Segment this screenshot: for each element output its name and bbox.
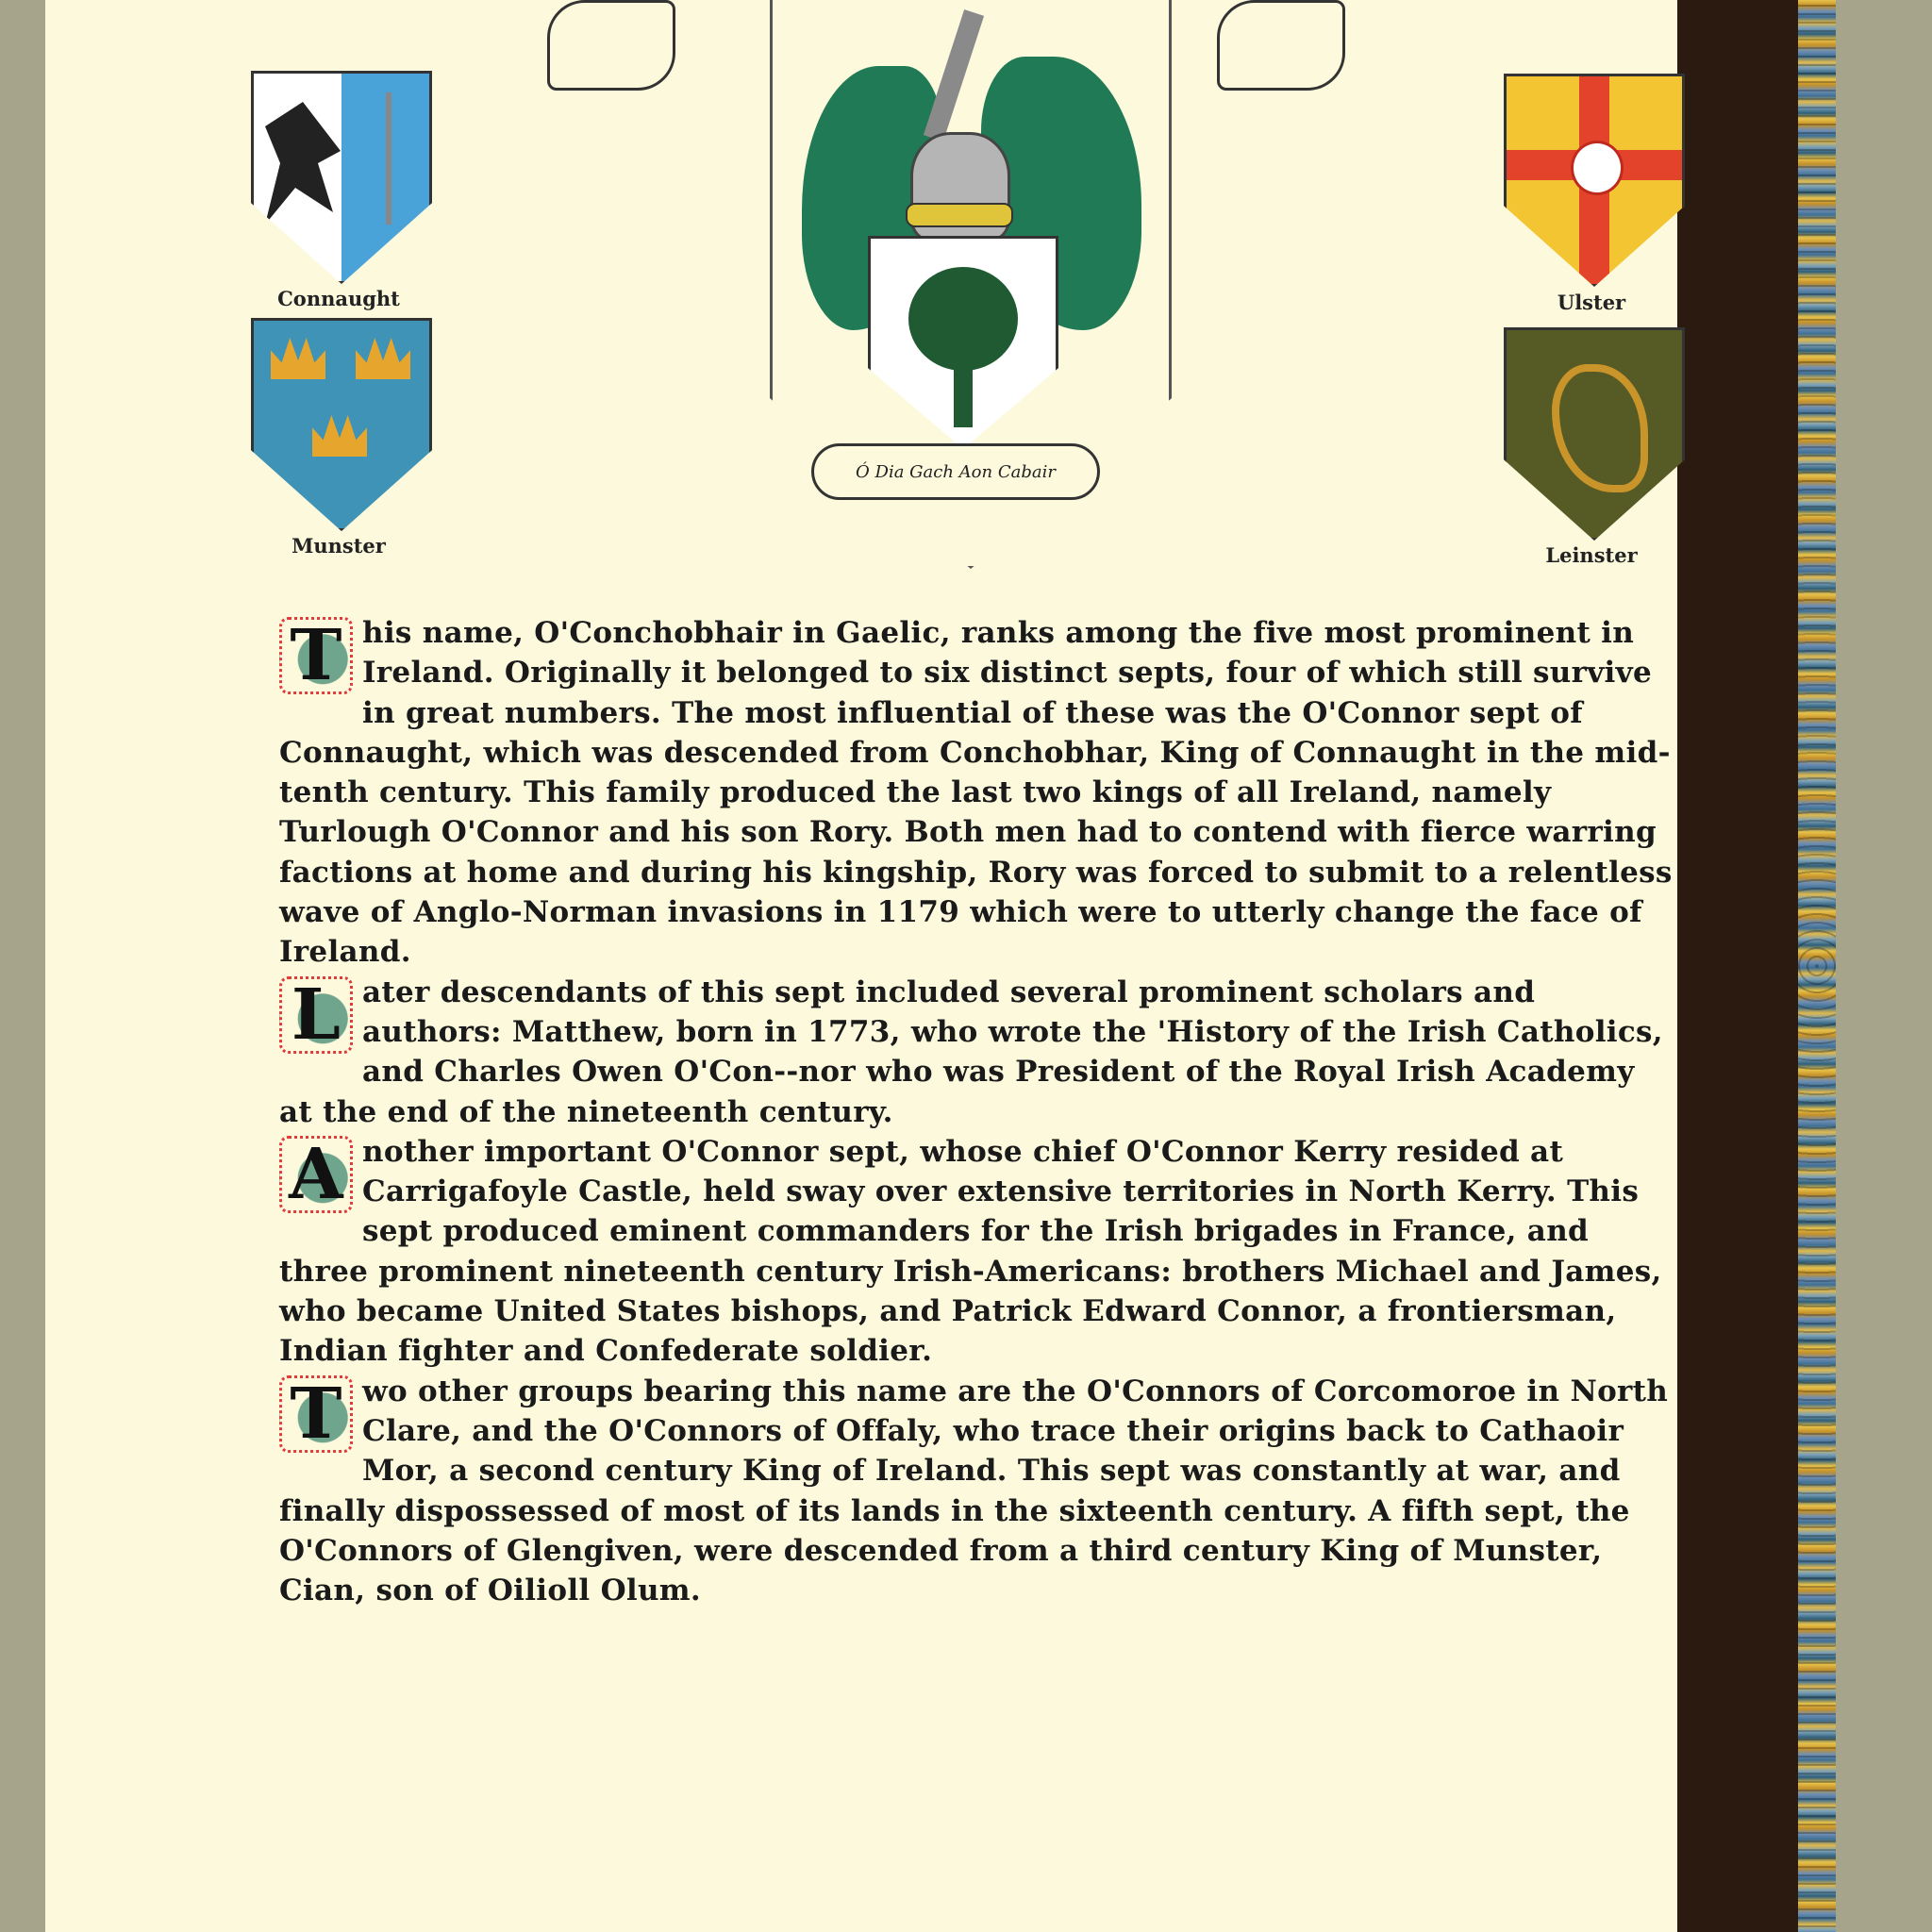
paragraph bbox=[279, 1132, 1675, 1372]
connaught-label: Connaught bbox=[277, 287, 400, 310]
motto-text: Ó Dia Gach Aon Cabair bbox=[856, 461, 1056, 482]
paragraph bbox=[279, 973, 1675, 1132]
harp-icon bbox=[1552, 364, 1648, 492]
crown-icon bbox=[271, 338, 325, 379]
scroll-ornament-left bbox=[547, 0, 675, 91]
paragraph-text: ater descendants of this sept included several prominent scholars and authors: Matthew, born in 1773, who wrote the 'History of the Irish Catholics, and Charles Owen O'Con--nor who was President of the Royal Irish Academy at the end of the nineteenth century. bbox=[279, 974, 1663, 1129]
illuminated-initial: T bbox=[279, 1375, 353, 1453]
ulster-label: Ulster bbox=[1557, 291, 1626, 314]
motto-ribbon bbox=[811, 443, 1100, 500]
tree-trunk bbox=[954, 352, 973, 427]
illuminated-initial: L bbox=[279, 976, 353, 1054]
illuminated-initial: A bbox=[279, 1136, 353, 1213]
sword-icon bbox=[386, 92, 391, 225]
torse-wreath bbox=[906, 203, 1013, 227]
scroll-ornament-right bbox=[1217, 0, 1345, 91]
family-history-text bbox=[279, 613, 1675, 1610]
paragraph-text: his name, O'Conchobhair in Gaelic, ranks among the five most prominent in Ireland. Originally it belonged to six distinct septs, four of which still survive in great numbers. The most influential of these was the O'Connor sept of Connaught, which was descended from Conchobhar, King of Connaught in the mid-tenth century. This family produced the last two kings of all Ireland, namely Turlough O'Connor and his son Rory. Both men had to contend with fierce warring factions at home and during his kingship, Rory was forced to submit to a relentless wave of Anglo-Norman invasions in 1179 which were to utterly change the face of Ireland. bbox=[279, 616, 1673, 970]
leinster-label: Leinster bbox=[1545, 543, 1638, 567]
crown-icon bbox=[356, 338, 410, 379]
paragraph-text: nother important O'Connor sept, whose chief O'Connor Kerry resided at Carrigafoyle Castle, held sway over extensive territories in North Kerry. This sept produced eminent commanders for the Irish brigades in France, and three prominent nineteenth century Irish-Americans: brothers Michael and James, who became United States bishops, and Patrick Edward Connor, a frontiersman, Indian fighter and Confederate soldier. bbox=[279, 1134, 1662, 1369]
red-hand-icon bbox=[1571, 141, 1624, 195]
munster-label: Munster bbox=[291, 534, 386, 558]
paragraph bbox=[279, 613, 1675, 973]
crown-icon bbox=[312, 415, 367, 457]
paragraph-text: wo other groups bearing this name are the O'Connors of Corcomoroe in North Clare, and the O'Connors of Offaly, who trace their origins back to Cathaoir Mor, a second century King of Ireland. This sept was constantly at war, and finally dispossessed of most of its lands in the sixteenth century. A fifth sept, the O'Connors of Glengiven, were descended from a third century King of Munster, Cian, son of Oilioll Olum. bbox=[279, 1374, 1669, 1608]
celtic-border-right bbox=[1798, 0, 1836, 1932]
eagle-icon bbox=[265, 102, 341, 225]
paragraph bbox=[279, 1372, 1675, 1611]
illuminated-initial: T bbox=[279, 617, 353, 694]
